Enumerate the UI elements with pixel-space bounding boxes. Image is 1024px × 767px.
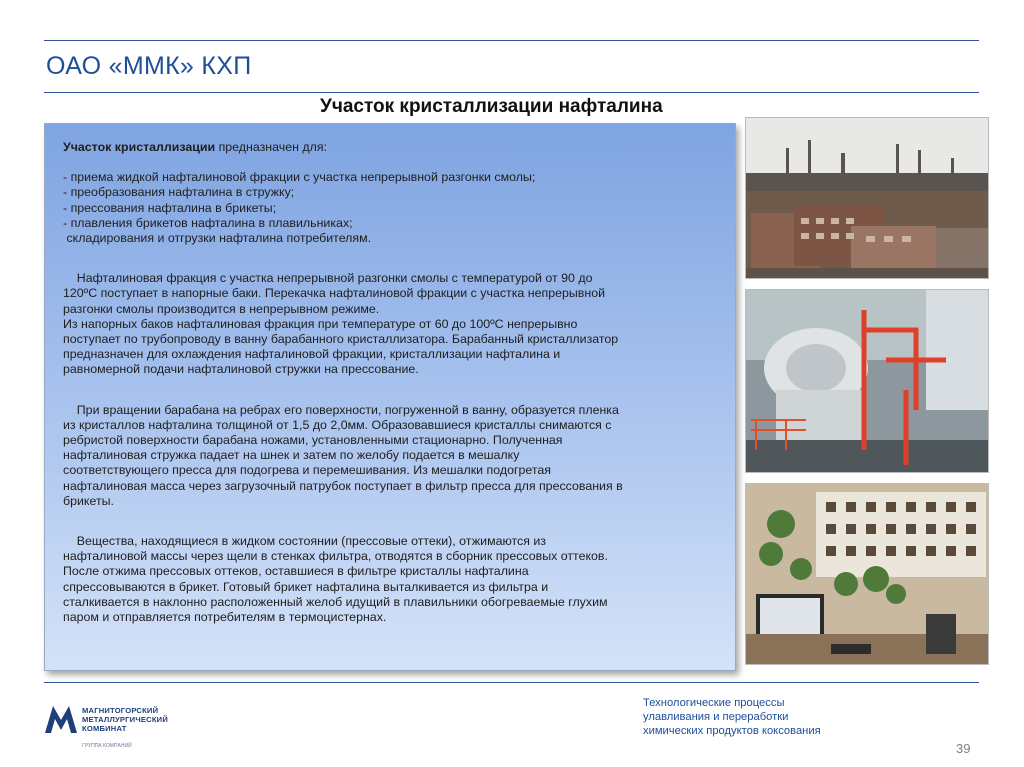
paragraph-line: Нафталиновая фракция с участка непрерывной разгонки смолы с температурой от 90 до: [63, 271, 593, 286]
paragraph-line: соответствующего пресса для подогрева и перемешивания. Из мешалки подогретая: [63, 463, 552, 478]
paragraph-line: равномерной подачи нафталиновой стружки на прессование.: [63, 362, 419, 377]
paragraph: [63, 271, 717, 377]
footer-caption: [643, 696, 821, 738]
paragraph-line: нафталиновой массы через щели в стенках фильтра, отводятся в сборник прессовых оттеков.: [63, 549, 608, 564]
logo-subtitle: ГРУППА КОМПАНИЙ: [82, 743, 132, 749]
paragraph-line: брикеты.: [63, 493, 114, 508]
paragraph-line: ребристой поверхности барабана ножами, установленными стационарно. Полученная: [63, 433, 563, 448]
purpose-item: складирования и отгрузки нафталина потребителям.: [63, 231, 372, 246]
control-room-photo: [745, 483, 989, 665]
paragraph-line: поступает по трубопроводу в ванну барабанного кристаллизатора. Барабанный кристаллизатор: [63, 332, 619, 347]
header-divider: [44, 92, 979, 93]
slide-title: Участок кристаллизации нафталина: [320, 96, 663, 117]
paragraph-line: спрессовываются в брикет. Готовый брикет нафталина выталкивается из фильтра и: [63, 579, 549, 594]
paragraph-line: 120ºС поступает в напорные баки. Перекачка нафталиновой фракции с участка непрерывной: [63, 286, 606, 301]
intro-line: [63, 140, 717, 155]
paragraph-line: Вещества, находящиеся в жидком состоянии (прессовые оттеки), отжимаются из: [63, 534, 546, 549]
paragraph-line: из кристаллов нафталина толщиной от 1,5 до 2,0мм. Образовавшиеся кристаллы снимаются с: [63, 417, 612, 432]
intro-bold: Участок кристаллизации: [63, 140, 216, 154]
paragraph-line: При вращении барабана на ребрах его поверхности, погруженной в ванну, образуется пленка: [63, 402, 619, 417]
purpose-item: - преобразования нафталина в стружку;: [63, 185, 295, 200]
paragraph-line: нафталиновая масса через загрузочный патрубок поступает в фильтр пресса для прессования в: [63, 478, 623, 493]
paragraph-line: предназначен для охлаждения нафталиновой фракции, кристаллизации нафталина и: [63, 347, 561, 362]
paragraph: [63, 403, 717, 509]
intro-rest: предназначен для:: [215, 140, 328, 154]
paragraph-line: Из напорных баков нафталиновая фракция при температуре от 60 до 100ºС непрерывно: [63, 316, 578, 331]
crystallizer-equipment-photo: [745, 289, 989, 473]
page-number: 39: [956, 741, 971, 756]
footer-caption-line: Технологические процессы: [643, 697, 785, 709]
description-panel: [44, 123, 736, 671]
mmk-logo-icon: [44, 704, 78, 734]
purpose-item: - прессования нафталина в брикеты;: [63, 200, 277, 215]
mmk-logo: [44, 704, 184, 749]
paragraph-line: нафталиновая стружка падает на шнек и затем по желобу подается в мешалку: [63, 448, 520, 463]
paragraph-line: разгонки смолы производится в непрерывном режиме.: [63, 301, 380, 316]
paragraph-line: После отжима прессовых оттеков, оставшиеся в фильтре кристаллы нафталина: [63, 564, 529, 579]
paragraph: [63, 534, 717, 625]
purpose-item: - приема жидкой нафталиновой фракции с участка непрерывной разгонки смолы;: [63, 170, 536, 185]
company-title: ОАО «ММК» КХП: [46, 52, 252, 80]
footer-caption-line: химических продуктов коксования: [643, 725, 821, 737]
purpose-item: - плавления брикетов нафталина в плавильниках;: [63, 215, 353, 230]
logo-line: МЕТАЛЛУРГИЧЕСКИЙ: [82, 715, 168, 725]
footer-caption-line: улавливания и переработки: [643, 711, 789, 723]
paragraph-line: паром и отправляется потребителям в термоцистернах.: [63, 610, 387, 625]
top-divider: [44, 40, 979, 41]
plant-exterior-photo: [745, 117, 989, 279]
logo-line: КОМБИНАТ: [82, 724, 127, 734]
logo-line: МАГНИТОГОРСКИЙ: [82, 706, 159, 715]
paragraph-line: сталкивается в наклонно расположенный желоб идущий в плавильники обогреваемые глухим: [63, 594, 608, 609]
logo-wordmark: [82, 706, 168, 734]
footer-divider: [44, 682, 979, 683]
